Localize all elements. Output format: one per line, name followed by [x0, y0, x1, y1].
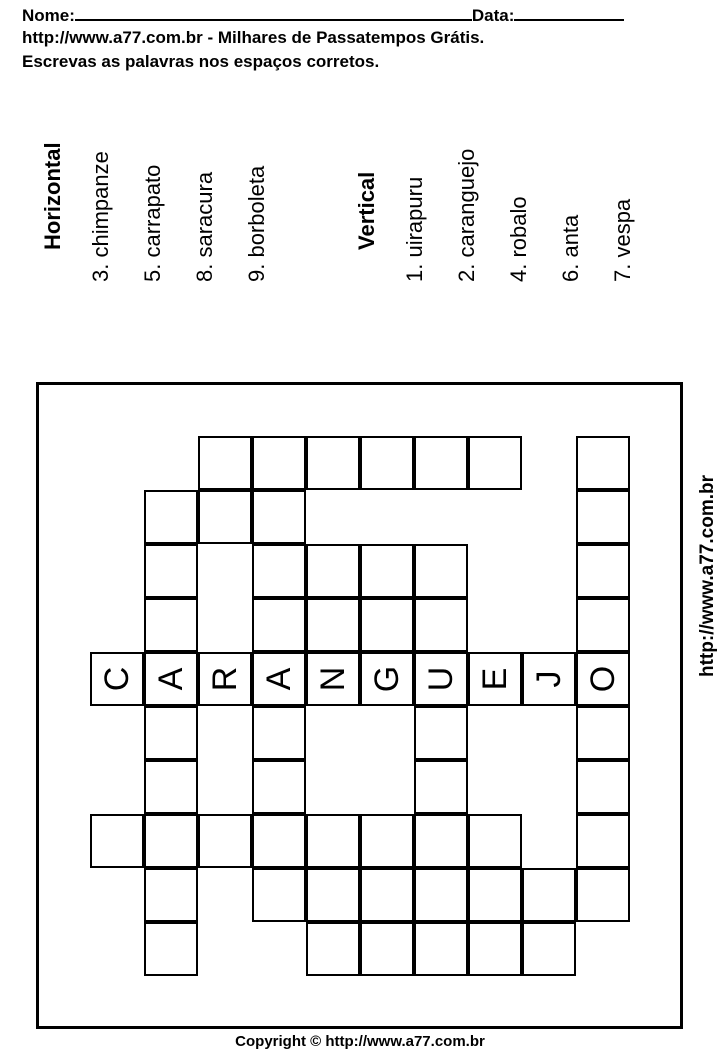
grid-cell[interactable]	[414, 922, 468, 976]
grid-cell[interactable]	[522, 868, 576, 922]
vertical-clue: 1. uirapuru	[402, 176, 427, 282]
vertical-clue: 2. caranguejo	[454, 148, 479, 282]
grid-cell[interactable]	[252, 814, 306, 868]
horizontal-clue: 8. saracura	[192, 171, 217, 282]
grid-cell[interactable]	[576, 544, 630, 598]
grid-letter: E	[476, 667, 514, 691]
grid-cell[interactable]	[252, 598, 306, 652]
grid-cell[interactable]	[576, 760, 630, 814]
grid-cell[interactable]	[576, 814, 630, 868]
vertical-clue: 7. vespa	[610, 198, 635, 282]
grid-cell[interactable]	[144, 598, 198, 652]
grid-cell[interactable]	[144, 760, 198, 814]
grid-letter: G	[368, 665, 406, 693]
grid-cell[interactable]	[198, 436, 252, 490]
grid-cell[interactable]	[360, 922, 414, 976]
grid-cell[interactable]	[576, 490, 630, 544]
grid-cell[interactable]	[468, 436, 522, 490]
grid-cell[interactable]	[414, 598, 468, 652]
grid-cell[interactable]	[306, 598, 360, 652]
side-url: http://www.a77.com.br	[697, 475, 718, 677]
grid-cell[interactable]	[306, 868, 360, 922]
date-field[interactable]	[514, 4, 624, 21]
grid-letter: N	[314, 666, 352, 692]
grid-cell-filled[interactable]	[306, 652, 360, 706]
grid-cell-filled[interactable]	[90, 652, 144, 706]
header-name-date-line	[22, 4, 624, 26]
grid-cell[interactable]	[360, 436, 414, 490]
grid-cell[interactable]	[144, 868, 198, 922]
grid-cell[interactable]	[360, 868, 414, 922]
grid-cell[interactable]	[144, 922, 198, 976]
grid-cell[interactable]	[306, 436, 360, 490]
grid-cell[interactable]	[306, 814, 360, 868]
grid-cell[interactable]	[198, 490, 252, 544]
grid-cell[interactable]	[414, 760, 468, 814]
grid-cell[interactable]	[144, 490, 198, 544]
grid-cell[interactable]	[576, 706, 630, 760]
grid-letter: A	[152, 667, 190, 691]
grid-cell[interactable]	[306, 544, 360, 598]
grid-cell[interactable]	[468, 922, 522, 976]
grid-letter: R	[206, 666, 244, 692]
grid-cell[interactable]	[360, 598, 414, 652]
grid-cell[interactable]	[306, 922, 360, 976]
grid-cell-filled[interactable]	[522, 652, 576, 706]
grid-letter: A	[260, 667, 298, 691]
grid-cell[interactable]	[144, 814, 198, 868]
grid-cell[interactable]	[576, 598, 630, 652]
grid-letter: J	[530, 670, 568, 688]
grid-cell[interactable]	[144, 544, 198, 598]
grid-cell[interactable]	[252, 544, 306, 598]
grid-cell[interactable]	[252, 760, 306, 814]
grid-cell[interactable]	[576, 436, 630, 490]
grid-cell[interactable]	[414, 544, 468, 598]
grid-letter: U	[422, 666, 460, 692]
grid-cell-filled[interactable]	[576, 652, 630, 706]
grid-cell[interactable]	[90, 814, 144, 868]
grid-cell[interactable]	[252, 436, 306, 490]
vertical-title: Vertical	[354, 171, 379, 250]
name-field[interactable]	[75, 4, 472, 21]
grid-cell[interactable]	[468, 868, 522, 922]
grid-cell-filled[interactable]	[360, 652, 414, 706]
horizontal-clue: 5. carrapato	[140, 164, 165, 282]
grid-letter: O	[584, 665, 622, 693]
grid-cell[interactable]	[252, 868, 306, 922]
grid-cell[interactable]	[252, 490, 306, 544]
vertical-clue: 4. robalo	[506, 196, 531, 282]
date-label: Data:	[471, 6, 515, 25]
instruction-text: Escrevas as palavras nos espaços corretos.	[22, 52, 380, 71]
grid-cell-filled[interactable]	[144, 652, 198, 706]
grid-cell-filled[interactable]	[198, 652, 252, 706]
copyright: Copyright © http://www.a77.com.br	[235, 1033, 485, 1050]
grid-cell[interactable]	[360, 814, 414, 868]
grid-cell-filled[interactable]	[252, 652, 306, 706]
horizontal-clue: 3. chimpanze	[88, 151, 113, 282]
grid-cell[interactable]	[198, 814, 252, 868]
grid-cell-filled[interactable]	[414, 652, 468, 706]
grid-cell[interactable]	[576, 868, 630, 922]
horizontal-title: Horizontal	[40, 142, 65, 250]
grid-cell[interactable]	[360, 544, 414, 598]
name-label: Nome:	[22, 6, 75, 25]
site-line: http://www.a77.com.br - Milhares de Passatempos Grátis.	[22, 28, 485, 47]
grid-cell[interactable]	[414, 436, 468, 490]
horizontal-clue: 9. borboleta	[244, 165, 269, 282]
grid-letter: C	[98, 666, 136, 692]
vertical-clue: 6. anta	[558, 214, 583, 282]
grid-cell[interactable]	[144, 706, 198, 760]
grid-cell[interactable]	[414, 814, 468, 868]
grid-cell-filled[interactable]	[468, 652, 522, 706]
grid-cell[interactable]	[468, 814, 522, 868]
grid-cell[interactable]	[414, 706, 468, 760]
grid-cell[interactable]	[252, 706, 306, 760]
grid-cell[interactable]	[522, 922, 576, 976]
grid-cell[interactable]	[414, 868, 468, 922]
